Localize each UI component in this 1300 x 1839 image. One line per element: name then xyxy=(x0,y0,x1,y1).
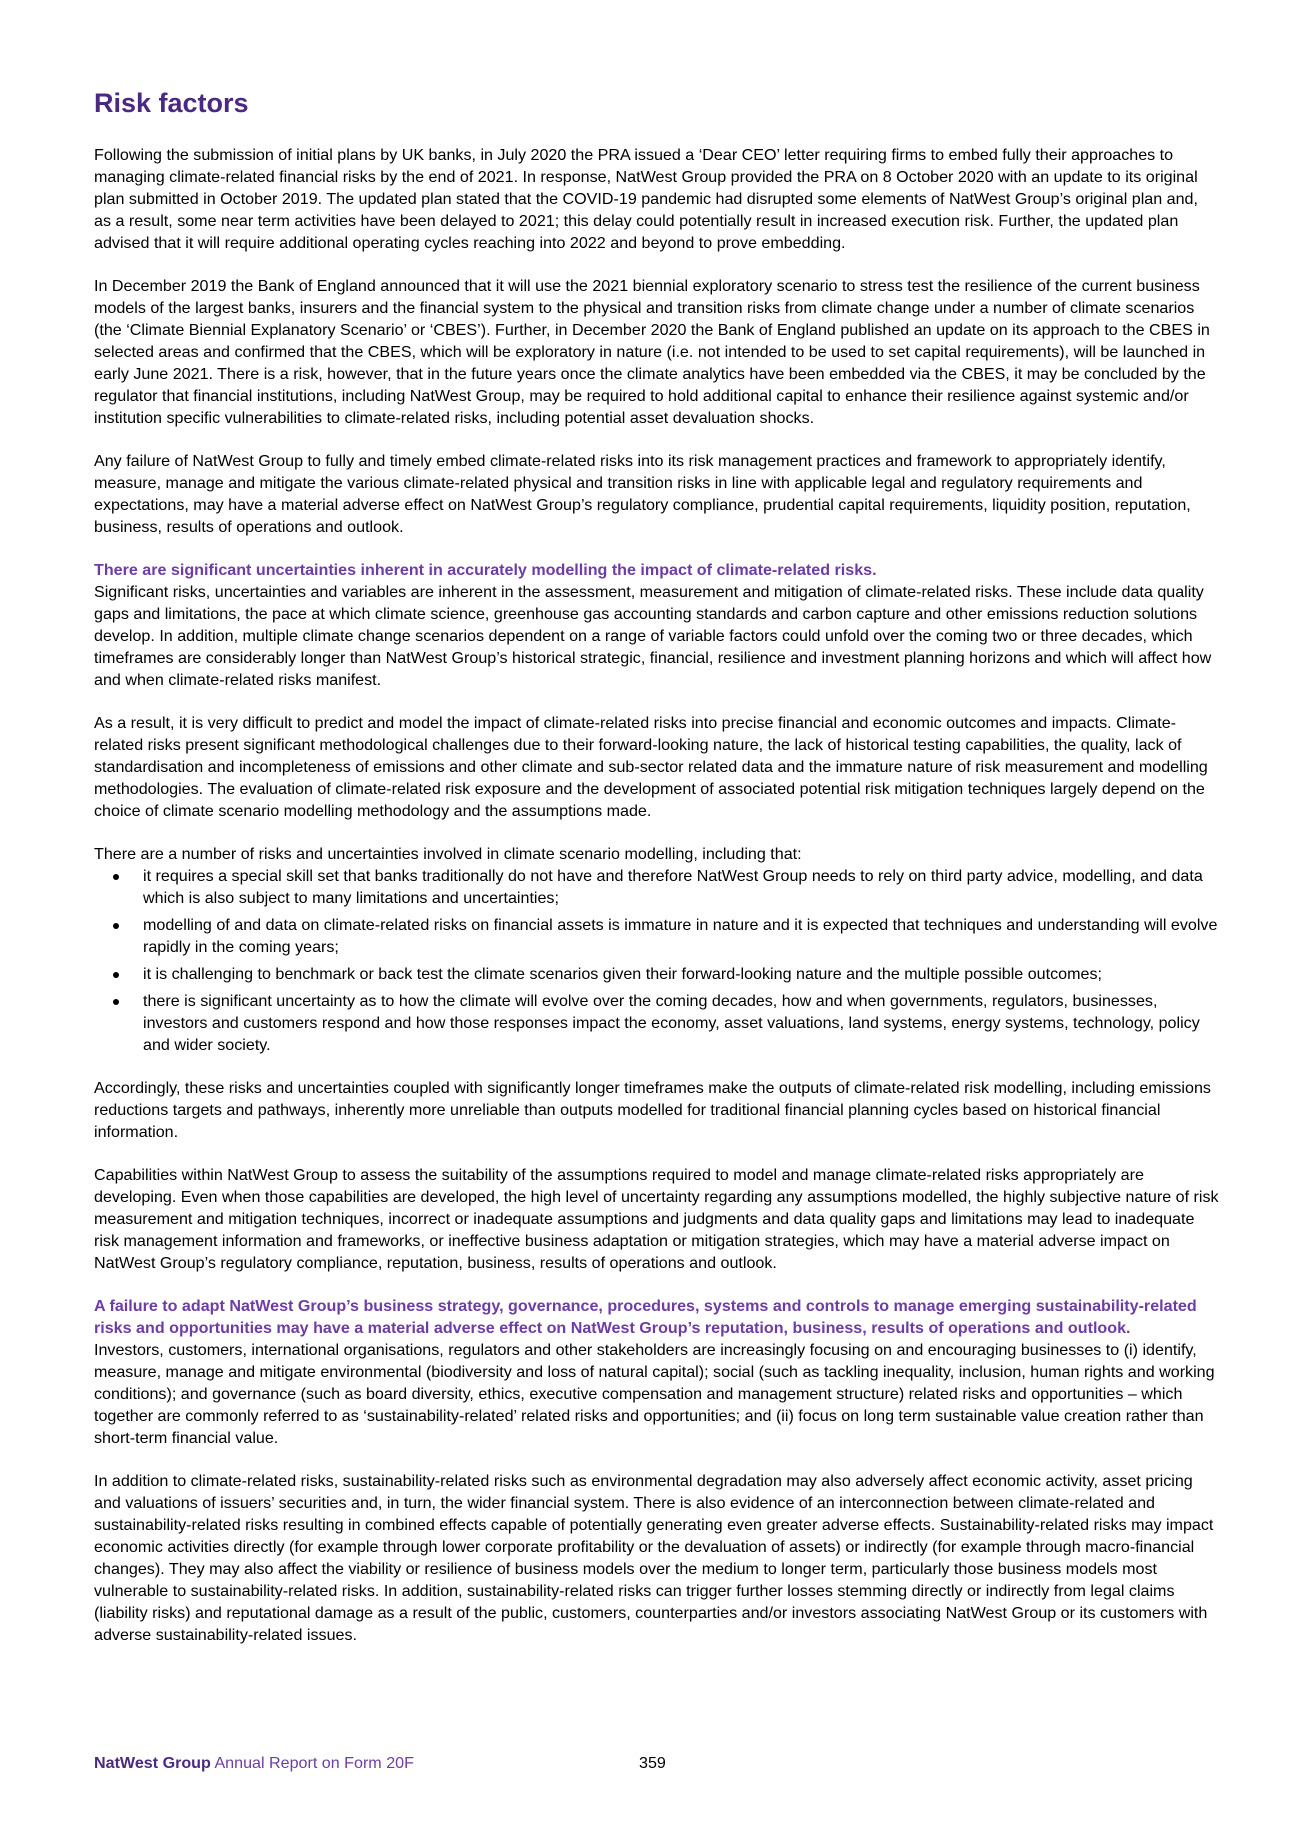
list-intro: There are a number of risks and uncertainties involved in climate scenario modelling, including that: xyxy=(94,845,802,863)
bullet-icon xyxy=(113,923,119,929)
bullet-icon xyxy=(113,999,119,1005)
paragraph: Significant risks, uncertainties and variables are inherent in the assessment, measurement and mitigation of climate-related risks. These include data quality gaps and limitations, the pace at which climate science, greenhouse gas accounting standards and carbon capture and other emissions reduction solutions develop. In addition, multiple climate change scenarios dependent on a range of variable factors could unfold over the coming two or three decades, which timeframes are considerably longer than NatWest Group’s historical strategic, financial, resilience and investment planning horizons and which will affect how and when climate-related risks manifest. xyxy=(94,583,1212,689)
footer-brand: NatWest Group xyxy=(94,1754,211,1772)
list-item-text: modelling of and data on climate-related risks on financial assets is immature in nature and it is expected that techniques and understanding will evolve rapidly in the coming years; xyxy=(143,916,1218,956)
bullet-list xyxy=(94,865,1219,1056)
list-item-text: there is significant uncertainty as to how the climate will evolve over the coming decades, how and when governments, regulators, businesses, investors and customers respond and how those responses impact the economy, asset valuations, land systems, energy systems, technology, policy and wider society. xyxy=(143,992,1200,1054)
list-item xyxy=(94,914,1219,958)
list-item xyxy=(94,963,1219,985)
page-content xyxy=(94,86,1219,1667)
list-item-text: it requires a special skill set that banks traditionally do not have and therefore NatWest Group needs to rely on third party advice, modelling, and data which is also subject to many limitations and uncertainties; xyxy=(143,867,1203,907)
footer-report-title: Annual Report on Form 20F xyxy=(214,1754,414,1772)
paragraph: Investors, customers, international organisations, regulators and other stakeholders are increasingly focusing on and encouraging businesses to (i) identify, measure, manage and mitigate environmental (biodiversity and loss of natural capital); social (such as tackling inequality, inclusion, human rights and working conditions); and governance (such as board diversity, ethics, executive compensation and management structure) related risks and opportunities – which together are commonly referred to as ‘sustainability-related’ related risks and opportunities; and (ii) focus on long term sustainable value creation rather than short-term financial value. xyxy=(94,1341,1215,1447)
page-number: 359 xyxy=(639,1754,666,1772)
paragraph: Following the submission of initial plans by UK banks, in July 2020 the PRA issued a ‘Dear CEO’ letter requiring firms to embed fully their approaches to managing climate-related financial risks by the end of 2021. In response, NatWest Group provided the PRA on 8 October 2020 with an update to its original plan submitted in October 2019. The updated plan stated that the COVID-19 pandemic had disrupted some elements of NatWest Group’s original plan and, as a result, some near term activities have been delayed to 2021; this delay could potentially result in increased execution risk. Further, the updated plan advised that it will require additional operating cycles reaching into 2022 and beyond to prove embedding. xyxy=(94,146,1198,252)
paragraph: In December 2019 the Bank of England announced that it will use the 2021 biennial exploratory scenario to stress test the resilience of the current business models of the largest banks, insurers and the financial system to the physical and transition risks from climate change under a number of climate scenarios (the ‘Climate Biennial Explanatory Scenario’ or ‘CBES’). Further, in December 2020 the Bank of England published an update on its approach to the CBES in selected areas and confirmed that the CBES, which will be exploratory in nature (i.e. not intended to be used to set capital requirements), will be launched in early June 2021. There is a risk, however, that in the future years once the climate analytics have been embedded via the CBES, it may be concluded by the regulator that financial institutions, including NatWest Group, may be required to hold additional capital to enhance their resilience against systemic and/or institution specific vulnerabilities to climate-related risks, including potential asset devaluation shocks. xyxy=(94,277,1210,427)
paragraph: Capabilities within NatWest Group to assess the suitability of the assumptions required to model and manage climate-related risks appropriately are developing. Even when those capabilities are developed, the high level of uncertainty regarding any assumptions modelled, the highly subjective nature of risk measurement and mitigation techniques, incorrect or inadequate assumptions and judgments and data quality gaps and limitations may lead to inadequate risk management information and frameworks, or ineffective business adaptation or mitigation strategies, which may have a material adverse impact on NatWest Group’s regulatory compliance, reputation, business, results of operations and outlook. xyxy=(94,1166,1219,1272)
page-footer xyxy=(94,1752,1219,1776)
section-heading: A failure to adapt NatWest Group’s business strategy, governance, procedures, systems and controls to manage emerging sustainability-related risks and opportunities may have a material adverse effect on NatWest Group’s reputation, business, results of operations and outlook. xyxy=(94,1297,1197,1337)
paragraph: In addition to climate-related risks, sustainability-related risks such as environmental degradation may also adversely affect economic activity, asset pricing and valuations of issuers’ securities and, in turn, the wider financial system. There is also evidence of an interconnection between climate-related and sustainability-related risks resulting in combined effects capable of potentially generating even greater adverse effects. Sustainability-related risks may impact economic activities directly (for example through lower corporate profitability or the devaluation of assets) or indirectly (for example through macro-financial changes). They may also affect the viability or resilience of business models over the medium to longer term, particularly those business models most vulnerable to sustainability-related risks. In addition, sustainability-related risks can trigger further losses stemming directly or indirectly from legal claims (liability risks) and reputational damage as a result of the public, customers, counterparties and/or investors associating NatWest Group or its customers with adverse sustainability-related issues. xyxy=(94,1472,1214,1644)
paragraph: Any failure of NatWest Group to fully and timely embed climate-related risks into its risk management practices and framework to appropriately identify, measure, manage and mitigate the various climate-related physical and transition risks in line with applicable legal and regulatory requirements and expectations, may have a material adverse effect on NatWest Group’s regulatory compliance, prudential capital requirements, liquidity position, reputation, business, results of operations and outlook. xyxy=(94,452,1191,536)
paragraph: As a result, it is very difficult to predict and model the impact of climate-related risks into precise financial and economic outcomes and impacts. Climate-related risks present significant methodological challenges due to their forward-looking nature, the lack of historical testing capabilities, the quality, lack of standardisation and incompleteness of emissions and other climate and sub-sector related data and the immature nature of risk measurement and modelling methodologies. The evaluation of climate-related risk exposure and the development of associated potential risk mitigation techniques largely depend on the choice of climate scenario modelling methodology and the assumptions made. xyxy=(94,714,1208,820)
list-item xyxy=(94,865,1219,909)
bullet-icon xyxy=(113,972,119,978)
list-item-text: it is challenging to benchmark or back test the climate scenarios given their forward-looking nature and the multiple possible outcomes; xyxy=(143,965,1102,983)
page-title: Risk factors xyxy=(94,88,249,118)
section-heading: There are significant uncertainties inherent in accurately modelling the impact of climate-related risks. xyxy=(94,561,877,579)
bullet-icon xyxy=(113,874,119,880)
list-item xyxy=(94,990,1219,1056)
paragraph: Accordingly, these risks and uncertainties coupled with significantly longer timeframes make the outputs of climate-related risk modelling, including emissions reductions targets and pathways, inherently more unreliable than outputs modelled for traditional financial planning cycles based on historical financial information. xyxy=(94,1079,1211,1141)
